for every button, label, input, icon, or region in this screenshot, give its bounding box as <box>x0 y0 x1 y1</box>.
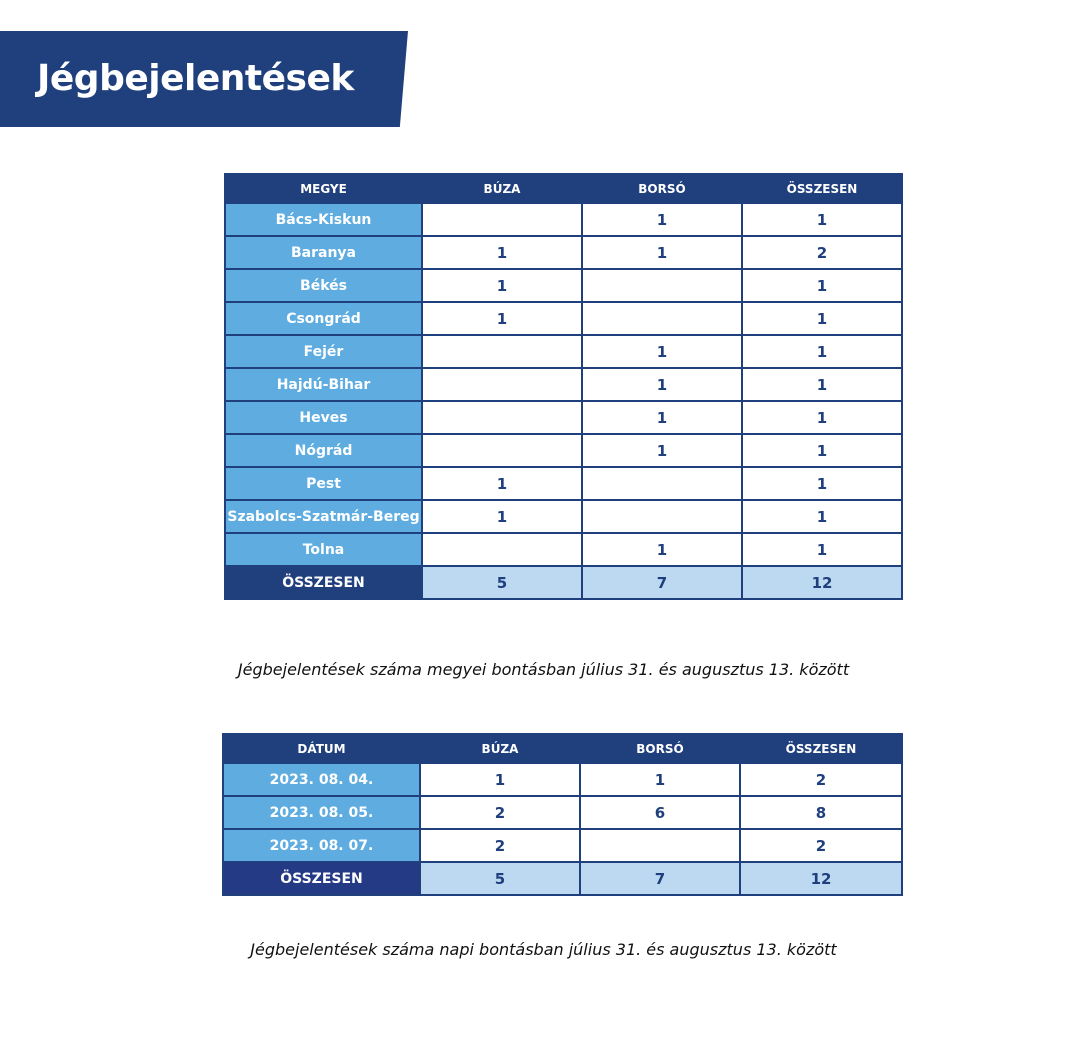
total-cell-buza: 5 <box>420 862 580 895</box>
daily-table-caption: Jégbejelentések száma napi bontásban július 31. és augusztus 13. között <box>250 940 837 959</box>
column-header-datum: DÁTUM <box>223 734 420 763</box>
cell-osszesen: 1 <box>742 335 902 368</box>
cell-osszesen: 1 <box>742 302 902 335</box>
cell-label: Hajdú-Bihar <box>225 368 422 401</box>
cell-label: Pest <box>225 467 422 500</box>
cell-osszesen: 2 <box>740 829 902 862</box>
cell-buza <box>422 533 582 566</box>
table-row <box>225 269 902 302</box>
cell-buza <box>422 335 582 368</box>
county-table-caption: Jégbejelentések száma megyei bontásban július 31. és augusztus 13. között <box>237 660 850 679</box>
cell-borso: 1 <box>582 533 742 566</box>
table-header-row <box>223 734 902 763</box>
cell-label: 2023. 08. 04. <box>223 763 420 796</box>
total-cell-borso: 7 <box>582 566 742 599</box>
total-cell-borso: 7 <box>580 862 740 895</box>
cell-osszesen: 1 <box>742 401 902 434</box>
column-header-osszesen: ÖSSZESEN <box>742 174 902 203</box>
cell-osszesen: 2 <box>740 763 902 796</box>
cell-osszesen: 1 <box>742 500 902 533</box>
cell-osszesen: 1 <box>742 467 902 500</box>
table-row <box>225 401 902 434</box>
table-row <box>225 302 902 335</box>
table-row <box>225 236 902 269</box>
table-row <box>223 796 902 829</box>
cell-label: Békés <box>225 269 422 302</box>
column-header-buza: BÚZA <box>422 174 582 203</box>
cell-label: Nógrád <box>225 434 422 467</box>
cell-borso <box>582 467 742 500</box>
cell-label: Fejér <box>225 335 422 368</box>
cell-buza: 1 <box>422 467 582 500</box>
cell-osszesen: 2 <box>742 236 902 269</box>
cell-osszesen: 1 <box>742 434 902 467</box>
total-row <box>223 862 902 895</box>
table-row <box>225 203 902 236</box>
column-header-megye: MEGYE <box>225 174 422 203</box>
table-row <box>225 467 902 500</box>
cell-label: Baranya <box>225 236 422 269</box>
cell-buza <box>422 203 582 236</box>
cell-label: 2023. 08. 07. <box>223 829 420 862</box>
cell-osszesen: 8 <box>740 796 902 829</box>
column-header-borso: BORSÓ <box>582 174 742 203</box>
cell-label: Tolna <box>225 533 422 566</box>
table-row <box>225 368 902 401</box>
cell-borso: 6 <box>580 796 740 829</box>
cell-buza: 1 <box>422 236 582 269</box>
cell-label: Bács-Kiskun <box>225 203 422 236</box>
table-row <box>223 763 902 796</box>
cell-label: 2023. 08. 05. <box>223 796 420 829</box>
table-row <box>225 434 902 467</box>
cell-buza <box>422 434 582 467</box>
cell-borso: 1 <box>582 401 742 434</box>
table-row <box>225 500 902 533</box>
table-header-row <box>225 174 902 203</box>
cell-buza <box>422 401 582 434</box>
total-cell-osszesen: 12 <box>742 566 902 599</box>
cell-borso: 1 <box>582 236 742 269</box>
cell-buza: 1 <box>420 763 580 796</box>
cell-borso: 1 <box>582 434 742 467</box>
page-title: Jégbejelentések <box>37 58 354 99</box>
cell-borso: 1 <box>582 368 742 401</box>
total-cell-label: ÖSSZESEN <box>223 862 420 895</box>
column-header-borso: BORSÓ <box>580 734 740 763</box>
cell-borso <box>582 500 742 533</box>
total-cell-buza: 5 <box>422 566 582 599</box>
cell-buza: 1 <box>422 302 582 335</box>
cell-buza: 2 <box>420 796 580 829</box>
cell-borso: 1 <box>582 335 742 368</box>
cell-label: Csongrád <box>225 302 422 335</box>
cell-osszesen: 1 <box>742 269 902 302</box>
column-header-osszesen: ÖSSZESEN <box>740 734 902 763</box>
cell-label: Heves <box>225 401 422 434</box>
table-row <box>225 335 902 368</box>
table-row <box>223 829 902 862</box>
total-row <box>225 566 902 599</box>
cell-borso: 1 <box>582 203 742 236</box>
cell-borso <box>582 269 742 302</box>
cell-borso: 1 <box>580 763 740 796</box>
cell-buza <box>422 368 582 401</box>
cell-buza: 1 <box>422 500 582 533</box>
daily-table <box>222 733 903 896</box>
cell-borso <box>580 829 740 862</box>
cell-label: Szabolcs-Szatmár-Bereg <box>225 500 422 533</box>
table-row <box>225 533 902 566</box>
cell-buza: 1 <box>422 269 582 302</box>
total-cell-osszesen: 12 <box>740 862 902 895</box>
total-cell-label: ÖSSZESEN <box>225 566 422 599</box>
cell-osszesen: 1 <box>742 368 902 401</box>
cell-osszesen: 1 <box>742 203 902 236</box>
column-header-buza: BÚZA <box>420 734 580 763</box>
cell-osszesen: 1 <box>742 533 902 566</box>
cell-buza: 2 <box>420 829 580 862</box>
cell-borso <box>582 302 742 335</box>
county-table <box>224 173 903 600</box>
